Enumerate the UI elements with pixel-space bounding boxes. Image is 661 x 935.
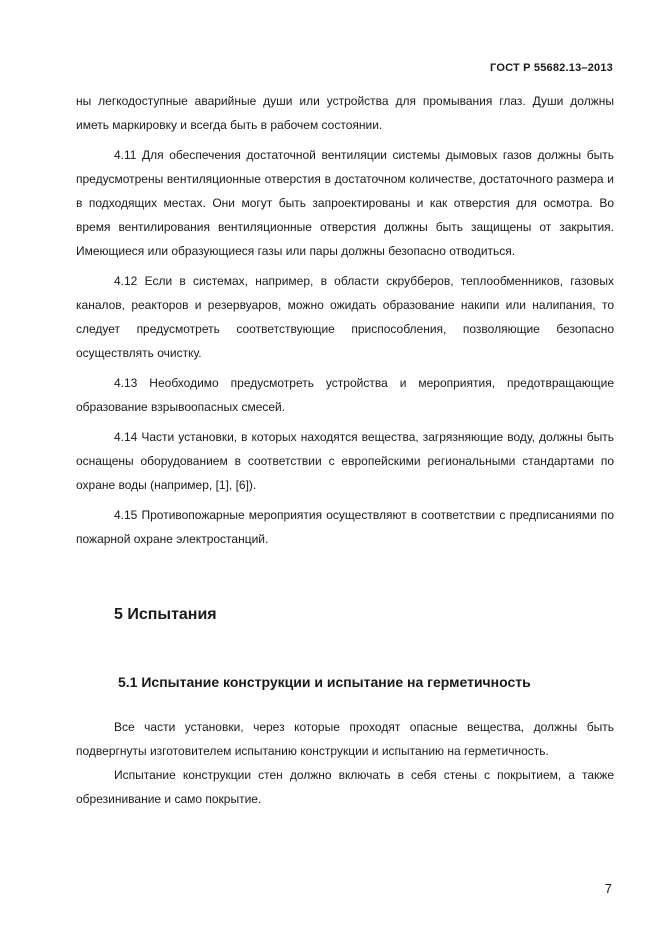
page-number: 7 bbox=[604, 881, 612, 896]
paragraph-5-1-a: Все части установки, через которые проходят опасные вещества, должны быть подвергнуты изготовителем испытанию конструкции и испытанию на герметичность. bbox=[76, 720, 614, 758]
paragraph-4-14: 4.14 Части установки, в которых находятся вещества, загрязняющие воду, должны быть оснащены оборудованием в соответствии с европейскими региональными стандартами по охране воды (например, [1], [6]). bbox=[76, 430, 614, 492]
standard-header: ГОСТ Р 55682.13–2013 bbox=[490, 62, 613, 74]
subsection-title: 5.1 Испытание конструкции и испытание на герметичность bbox=[118, 674, 531, 690]
paragraph-4-12: 4.12 Если в системах, например, в области скрубберов, теплообменников, газовых каналов, реакторов и резервуаров, можно ожидать образование накипи или налипания, то следует предусмотреть соответствующие приспособления, позволяющие безопасно осуществлять очистку. bbox=[76, 274, 614, 360]
paragraph-4-11: 4.11 Для обеспечения достаточной вентиляции системы дымовых газов должны быть предусмотрены вентиляционные отверстия в достаточном количестве, достаточного размера и в подходящих местах. Они могут быть запроектированы и как отверстия для осмотра. Во время вентилирования вентиляционные отверстия должны быть защищены от закрытия. Имеющиеся или образующиеся газы или пары должны безопасно отводиться. bbox=[76, 148, 614, 258]
paragraph-continuation: ны легкодоступные аварийные души или устройства для промывания глаз. Души должны иметь маркировку и всегда быть в рабочем состоянии. bbox=[76, 94, 614, 132]
section-title: 5 Испытания bbox=[114, 606, 217, 623]
section-text-block bbox=[76, 715, 614, 811]
clause-text-block bbox=[76, 89, 614, 551]
paragraph-4-13: 4.13 Необходимо предусмотреть устройства и мероприятия, предотвращающие образование взрывоопасных смесей. bbox=[76, 376, 614, 414]
paragraph-5-1-b: Испытание конструкции стен должно включать в себя стены с покрытием, а также обрезинивание и само покрытие. bbox=[76, 768, 614, 806]
paragraph-4-15: 4.15 Противопожарные мероприятия осуществляют в соответствии с предписаниями по пожарной охране электростанций. bbox=[76, 508, 614, 546]
